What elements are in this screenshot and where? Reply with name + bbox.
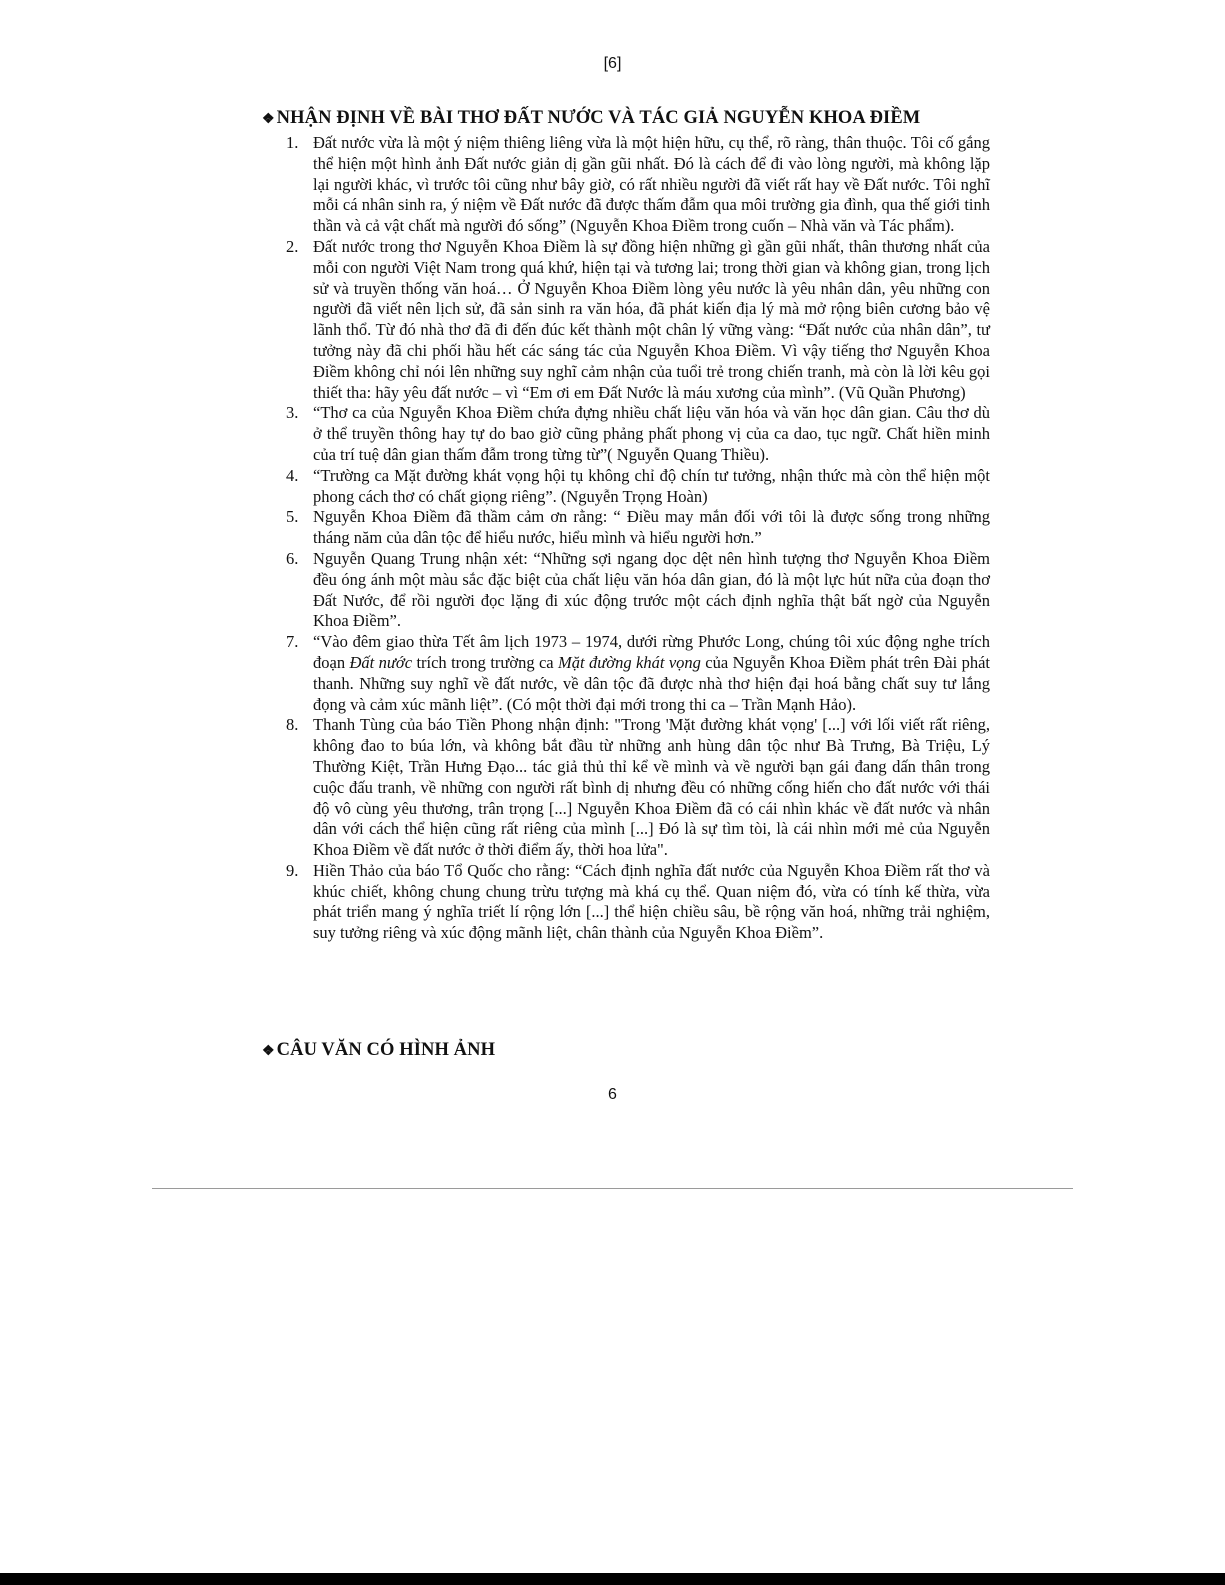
item-text: Nguyễn Quang Trung nhận xét: “Những sợi ngang dọc dệt nên hình tượng thơ Nguyễn Khoa Điềm đều óng ánh một màu sắc đặc biệt của chất liệu văn hóa dân gian, đó là một lực hút nữa của đoạn thơ Đất Nước, để rồi người đọc lặng đi xúc động trước một cách định nghĩa thật bất ngờ của Nguyễn Khoa Điềm”. [313, 548, 990, 631]
item-text: Đất nước trong thơ Nguyễn Khoa Điềm là sự đồng hiện những gì gần gũi nhất, thân thương nhất của mỗi con người Việt Nam trong quá khứ, hiện tại và tương lai; trong thời gian và không gian, trong lịch sử và truyền thống văn hoá… Ở Nguyễn Khoa Điềm lòng yêu nước là yêu nhân dân, yêu những con người đã viết nên lịch sử, đã sản sinh ra văn hóa, đã phát kiến địa lý mà mở rộng biên cương bảo vệ lãnh thổ. Từ đó nhà thơ đã đi đến đúc kết thành một chân lý vững vàng: “Đất nước của nhân dân”, tư tưởng này đã chi phối hầu hết các sáng tác của Nguyễn Khoa Điềm. Vì vậy tiếng thơ Nguyễn Khoa Điềm không chỉ nói lên những suy nghĩ cảm nhận của tuổi trẻ trong chiến tranh, mà còn là lời kêu gọi thiết tha: hãy yêu đất nước – vì “Em ơi em Đất Nước là máu xương của mình”. (Vũ Quần Phương) [313, 236, 990, 402]
list-item [276, 507, 990, 549]
section-heading-text: NHẬN ĐỊNH VỀ BÀI THƠ ĐẤT NƯỚC VÀ TÁC GIẢ NGUYỄN KHOA ĐIỀM [276, 108, 921, 128]
item-number: 2. [286, 236, 299, 256]
list-item [276, 861, 990, 944]
section-heading-text: CÂU VĂN CÓ HÌNH ẢNH [276, 1040, 496, 1060]
item-text: Đất nước vừa là một ý niệm thiêng liêng vừa là một hiện hữu, cụ thể, rõ ràng, thân thuộc. Tôi cố gắng thể hiện một hình ảnh Đất nước giản dị gần gũi nhất. Đó là cách để đi vào lòng người, mà không lặp lại người khác, vì trước tôi cũng như bây giờ, có rất nhiều người đã viết rất hay về Đất nước. Tôi nghĩ mỗi cá nhân sinh ra, ý niệm về Đất nước đã được thấm đẫm qua môi trường gia đình, qua thế giới tinh thần và cả vật chất mà người đó sống” (Nguyễn Khoa Điềm trong cuốn – Nhà văn và Tác phẩm). [313, 133, 990, 236]
diamond-bullet-icon: ❖ [262, 1044, 275, 1059]
list-item [276, 403, 990, 465]
list-item [276, 466, 990, 508]
italic-title-dat-nuoc: Đất nước [349, 652, 413, 672]
list-item [276, 133, 990, 237]
list-item [276, 549, 990, 632]
item-number: 1. [286, 133, 299, 152]
item-number: 5. [286, 507, 299, 527]
item-number: 7. [286, 632, 299, 652]
item-number: 4. [286, 465, 299, 485]
item-text-after: của Nguyễn Khoa Điềm phát trên Đài phát thanh. Những suy nghĩ về đất nước, về dân tộc đã được nhà thơ hiện đại hoá bằng chất suy tư lắng đọng và cảm xúc mãnh liệt”. (Có một thời đại mới trong thi ca – Trần Mạnh Hảo). [313, 652, 990, 714]
italic-title-mat-duong-khat-vong: Mặt đường khát vọng [558, 652, 701, 672]
list-item [276, 715, 990, 861]
item-number: 3. [286, 403, 299, 423]
item-text: Hiền Thảo của báo Tổ Quốc cho rằng: “Cách định nghĩa đất nước của Nguyễn Khoa Điềm rất thơ và khúc chiết, không chung chung trừu tượng mà khá cụ thể. Quan niệm đó, vừa có tính kế thừa, vừa phát triển mang ý nghĩa triết lí rộng lớn [...] thể hiện chiều sâu, bề rộng văn hoá, những trải nghiệm, suy tưởng riêng và xúc động mãnh liệt, chân thành của Nguyễn Khoa Điềm”. [313, 860, 990, 943]
item-number: 9. [286, 860, 299, 880]
bottom-edge-band [0, 1573, 1225, 1585]
item-text: “Thơ ca của Nguyễn Khoa Điềm chứa đựng nhiều chất liệu văn hóa và văn học dân gian. Câu thơ dù ở thể truyền thông hay tự do bao giờ cũng phảng phất phong vị của ca dao, tục ngữ. Chất hiền minh của trí tuệ dân gian thấm đẫm trong từng từ”( Nguyễn Quang Thiều). [313, 403, 990, 464]
item-text: Nguyễn Khoa Điềm đã thầm cảm ơn rằng: “ Điều may mắn đối với tôi là được sống trong những tháng năm của dân tộc để hiểu nước, hiểu mình và hiểu người hơn.” [313, 507, 990, 548]
item-text-mid: trích trong trường ca [412, 652, 559, 672]
quotes-list [276, 133, 990, 944]
list-item [276, 237, 990, 403]
diamond-bullet-icon: ❖ [262, 112, 275, 127]
page-label-top: [6] [603, 55, 622, 72]
section-heading-cau-van [262, 1040, 495, 1061]
item-text-before: “Vào đêm giao thừa Tết âm lịch 1973 – 1974, dưới rừng Phước Long, chúng tôi xúc động nghe trích đoạn [313, 632, 990, 672]
item-text: Thanh Tùng của báo Tiền Phong nhận định: "Trong 'Mặt đường khát vọng' [...] với lối viết rất riêng, không đao to búa lớn, và không bắt đầu từ những anh hùng dân tộc như Bà Trưng, Bà Triệu, Lý Thường Kiệt, Trần Hưng Đạo... tác giả thủ thỉ kể về mình và về người bạn gái đang dấn thân trong cuộc đấu tranh, về những con người rất bình dị nhưng đều có những cống hiến cho đất nước với thái độ vô cùng yêu thương, trân trọng [...] Nguyễn Khoa Điềm đã có cái nhìn khác về đất nước và nhân dân với cách thể hiện cũng rất riêng của mình [...] Đó là sự tìm tòi, là cái nhìn mới mẻ của Nguyễn Khoa Điềm về đất nước ở thời điểm ấy, thời hoa lửa". [313, 715, 990, 860]
item-text: “Trường ca Mặt đường khát vọng hội tụ không chỉ độ chín tư tưởng, nhận thức mà còn thể hiện một phong cách thơ có chất giọng riêng”. (Nguyễn Trọng Hoàn) [313, 465, 990, 506]
page-divider [152, 1188, 1073, 1189]
item-number: 8. [286, 715, 299, 735]
item-number: 6. [286, 548, 299, 568]
section-heading-nhan-dinh [262, 108, 920, 129]
list-item [276, 632, 990, 715]
page-number: 6 [608, 1086, 617, 1103]
